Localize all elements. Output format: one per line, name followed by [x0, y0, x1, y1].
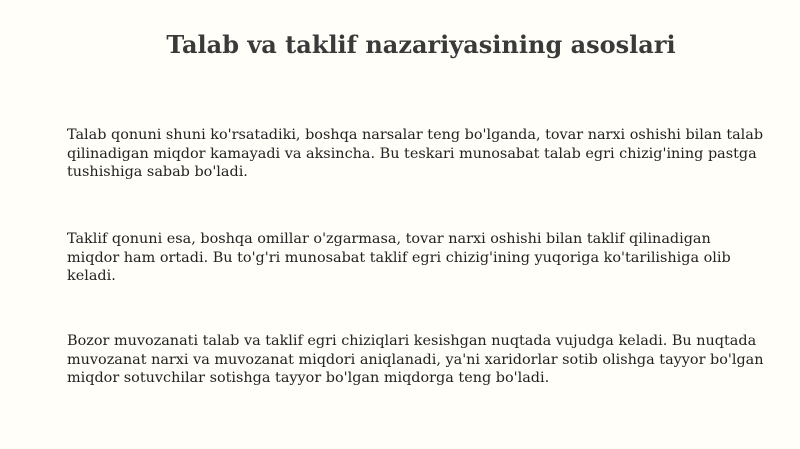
paragraph-supply-law: Taklif qonuni esa, boshqa omillar o'zgarmasa, tovar narxi oshishi bilan taklif qilinadigan miqdor ham ortadi. Bu to'g'ri munosabat taklif egri chizig'ining yuqoriga ko'tarilishiga olib keladi. — [67, 231, 731, 285]
paragraph-market-equilibrium: Bozor muvozanati talab va taklif egri chiziqlari kesishgan nuqtada vujudga keladi. Bu nuqtada muvozanat narxi va muvozanat miqdori aniqlanadi, ya'ni xaridorlar sotib olishga tayyor bo'lgan miqdor sotuvchilar sotishga tayyor bo'lgan miqdorga teng bo'ladi. — [67, 333, 764, 387]
paragraph-demand-law: Talab qonuni shuni ko'rsatadiki, boshqa narsalar teng bo'lganda, tovar narxi oshishi bilan talab qilinadigan miqdor kamayadi va aksincha. Bu teskari munosabat talab egri chizig'ining pastga tushishiga sabab bo'ladi. — [67, 127, 764, 181]
slide-title: Talab va taklif nazariyasining asoslari — [166, 30, 676, 59]
